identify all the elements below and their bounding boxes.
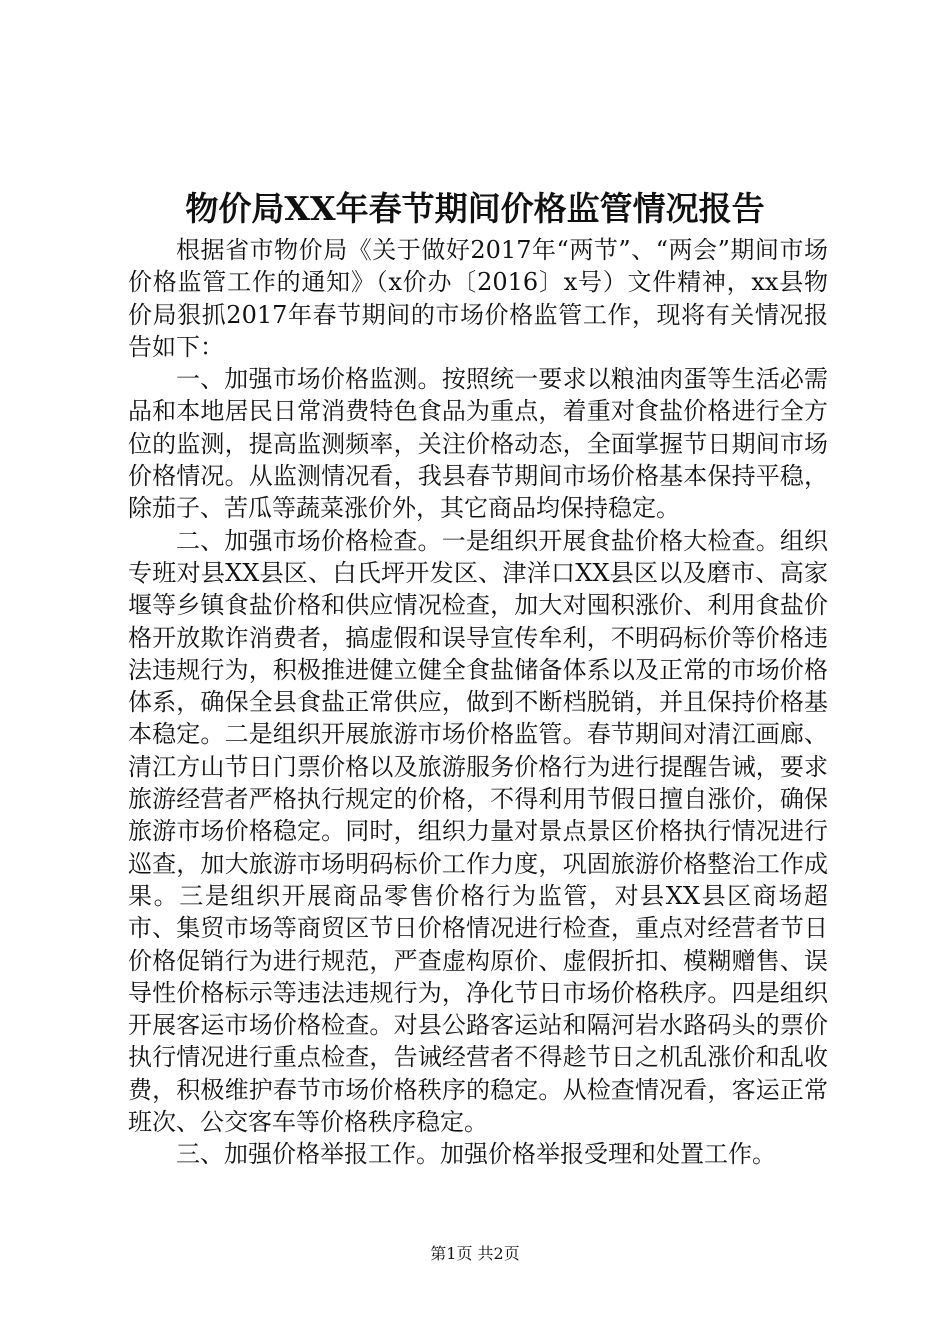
paragraph-section-3: 三、加强价格举报工作。加强价格举报受理和处置工作。 [176, 1140, 776, 1169]
document-title: 物价局XX年春节期间价格监管情况报告 [185, 189, 765, 228]
paragraph-section-2: 二、加强市场价格检查。一是组织开展食盐价格大检查。组织专班对县XX县区、白氏坪开发区、津洋口XX县区以及磨市、高家堰等乡镇食盐价格和供应情况检查，加大对囤积涨价、利用食盐价格开放欺诈消费者，搞虚假和误导宣传牟利，不明码标价等价格违法违规行为，积极推进健立健全食盐储备体系以及正常的市场价格体系，确保全县食盐正常供应，做到不断档脱销，并且保持价格基本稳定。二是组织开展旅游市场价格监管。春节期间对清江画廊、清江方山节日门票价格以及旅游服务价格行为进行提醒告诫，要求旅游经营者严格执行规定的价格，不得利用节假日擅自涨价，确保旅游市场价格稳定。同时，组织力量对景点景区价格执行情况进行巡查，加大旅游市场明码标价工作力度，巩固旅游价格整治工作成果。三是组织开展商品零售价格行为监管，对县XX县区商场超市、集贸市场等商贸区节日价格情况进行检查，重点对经营者节日价格促销行为进行规范，严查虚构原价、虚假折扣、模糊赠售、误导性价格标示等违法违规行为，净化节日市场价格秩序。四是组织开展客运市场价格检查。对县公路客运站和隔河岩水路码头的票价执行情况进行重点检查，告诫经营者不得趁节日之机乱涨价和乱收费，积极维护春节市场价格秩序的稳定。从检查情况看，客运正常班次、公交客车等价格秩序稳定。 [128, 526, 828, 1137]
document-body [128, 234, 828, 1171]
page-number-footer: 第1页 共2页 [430, 1244, 520, 1263]
paragraph-section-1: 一、加强市场价格监测。按照统一要求以粮油肉蛋等生活必需品和本地居民日常消费特色食品为重点，着重对食盐价格进行全方位的监测，提高监测频率，关注价格动态，全面掌握节日期间市场价格情况。从监测情况看，我县春节期间市场价格基本保持平稳，除茄子、苦瓜等蔬菜涨价外，其它商品均保持稳定。 [128, 365, 828, 523]
paragraph-intro: 根据省市物价局《关于做好2017年“两节”、“两会”期间市场价格监管工作的通知》（x价办〔2016〕x号）文件精神，xx县物价局狠抓2017年春节期间的市场价格监管工作，现将有关情况报告如下： [128, 236, 828, 361]
